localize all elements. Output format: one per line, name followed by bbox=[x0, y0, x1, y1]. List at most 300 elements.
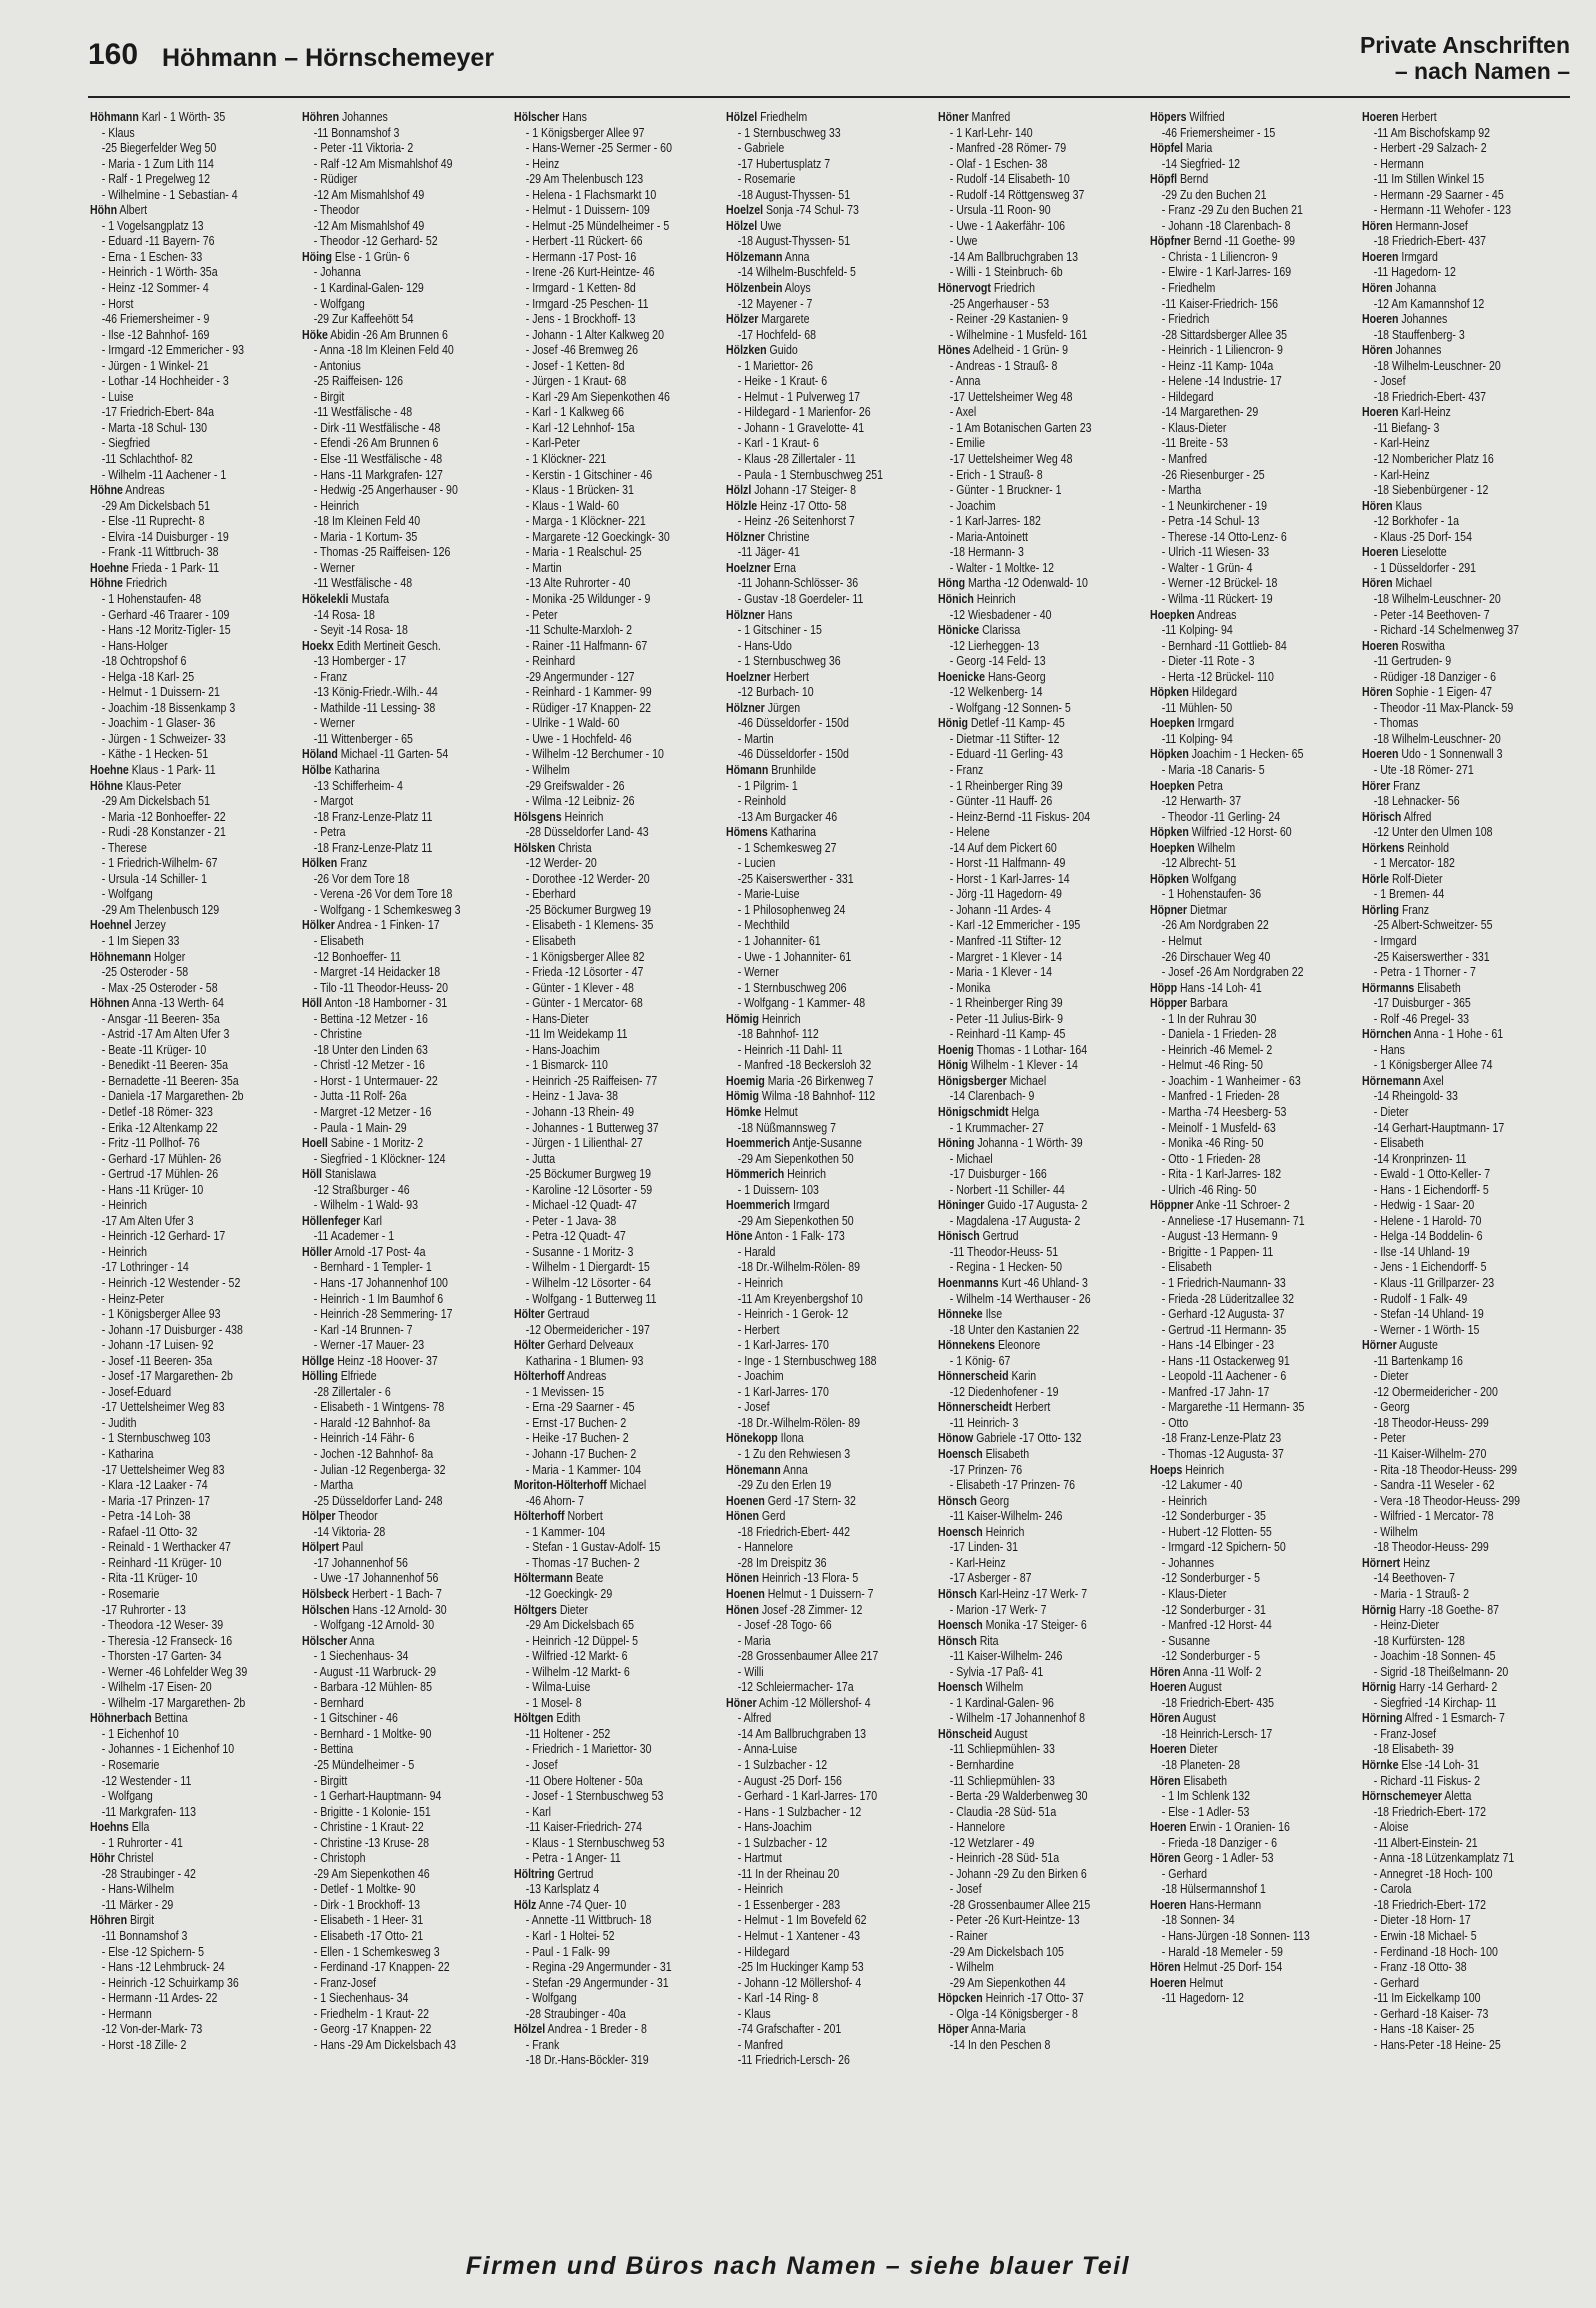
listing-line: - Klaus bbox=[737, 2006, 771, 2021]
listing-line: - Thomas -17 Buchen- 2 bbox=[525, 1555, 640, 1570]
listing-line: - Lothar -14 Hochheider - 3 bbox=[101, 374, 229, 389]
listing-line: - Anna-Luise bbox=[737, 1742, 798, 1757]
listing-line: - 1 Kammer- 104 bbox=[525, 1524, 606, 1539]
listing-line: - Ansgar -11 Beeren- 35a bbox=[101, 1011, 220, 1026]
surname: Hölzner bbox=[726, 607, 765, 622]
listing-line: - Klaus-Dieter bbox=[1161, 1586, 1227, 1601]
listing-line: -46 Düsseldorfer - 150d bbox=[737, 716, 849, 731]
listing-line: - Benedikt -11 Beeren- 35a bbox=[101, 1058, 229, 1073]
listing-line: - 1 Bismarck- 110 bbox=[525, 1058, 608, 1073]
listing-line: Hoenmanns Kurt -46 Uhland- 3 bbox=[938, 1276, 1088, 1291]
listing-line: -25 Kaiserswerther - 331 bbox=[737, 871, 854, 886]
surname: Hoemig bbox=[726, 1073, 765, 1088]
surname: Hörnke bbox=[1362, 1757, 1399, 1772]
listing-line: - Elisabeth bbox=[525, 933, 576, 948]
listing-line: - Margot bbox=[313, 794, 354, 809]
listing-line: - 1 Rheinberger Ring 39 bbox=[949, 778, 1063, 793]
listing-line: - Frank -11 Wittbruch- 38 bbox=[101, 545, 219, 560]
listing-line: Höland Michael -11 Garten- 54 bbox=[302, 747, 449, 762]
surname: Höhr bbox=[90, 1851, 115, 1866]
listing-line: Hörnschemeyer Aletta bbox=[1362, 1789, 1472, 1804]
listing-line: - Gerhard -12 Augusta- 37 bbox=[1161, 1307, 1285, 1322]
listing-line: -12 Sonderburger - 31 bbox=[1161, 1602, 1266, 1617]
listing-line: - Franz -18 Otto- 38 bbox=[1373, 1960, 1467, 1975]
listing-line: Hönekopp Ilona bbox=[726, 1431, 804, 1446]
surname: Hoelzner bbox=[726, 560, 771, 575]
listing-line: - Josef - 1 Ketten- 8d bbox=[525, 358, 625, 373]
listing-line: - Dirk - 1 Brockhoff- 13 bbox=[313, 1897, 420, 1912]
listing-line: - Wilhelm -17 Eisen- 20 bbox=[101, 1680, 212, 1695]
listing-line: Hoemmerich Irmgard bbox=[726, 1198, 830, 1213]
listing-line: Höpfner Bernd -11 Goethe- 99 bbox=[1150, 234, 1296, 249]
listing-line: Hölzner Jürgen bbox=[726, 700, 801, 715]
listing-line: - Elisabeth -17 Prinzen- 76 bbox=[949, 1478, 1076, 1493]
listing-line: Hoeren Irmgard bbox=[1362, 249, 1438, 264]
listing-line: - Josef bbox=[949, 1882, 982, 1897]
listing-line: Höhnerbach Bettina bbox=[90, 1711, 188, 1726]
surname: Hölz bbox=[514, 1897, 537, 1912]
listing-line: Hölscher Anna bbox=[302, 1633, 375, 1648]
listing-line: -17 Johannenhof 56 bbox=[313, 1555, 408, 1570]
listing-line: - Josef -11 Beeren- 35a bbox=[101, 1353, 213, 1368]
listing-line: - Hans-Holger bbox=[101, 638, 168, 653]
listing-line: - Gerhard -46 Traarer - 109 bbox=[101, 607, 230, 622]
listing-line: - Wilhelmine - 1 Sebastian- 4 bbox=[101, 187, 238, 202]
listing-line: -18 Theodor-Heuss- 299 bbox=[1373, 1540, 1489, 1555]
surname: Hökelekli bbox=[302, 591, 349, 606]
listing-line: Hören Klaus bbox=[1362, 498, 1422, 513]
listing-line: -11 Kaiser-Wilhelm- 246 bbox=[949, 1649, 1063, 1664]
listing-line: - Josef -17 Margarethen- 2b bbox=[101, 1369, 233, 1384]
listing-line: - Hans-Peter -18 Heine- 25 bbox=[1373, 2037, 1501, 2052]
surname: Hörmanns bbox=[1362, 980, 1415, 995]
listing-line: -29 Am Siepenkothen 46 bbox=[313, 1866, 430, 1881]
listing-line: - 1 Karl-Jarres- 170 bbox=[737, 1338, 829, 1353]
listing-line: Hoenen Gerd -17 Stern- 32 bbox=[726, 1493, 856, 1508]
listing-line: Hölsken Christa bbox=[514, 840, 592, 855]
surname: Höpp bbox=[1150, 980, 1178, 995]
listing-line: - Georg bbox=[1373, 1400, 1410, 1415]
listing-line: - Dieter -11 Rote - 3 bbox=[1161, 654, 1255, 669]
listing-line: -12 Sonderburger - 35 bbox=[1161, 1509, 1266, 1524]
listing-line: -25 Mündelheimer - 5 bbox=[313, 1757, 415, 1772]
listing-line: - Thomas bbox=[1373, 716, 1419, 731]
listing-line: - Elisabeth bbox=[1373, 1136, 1424, 1151]
surname: Höhren bbox=[90, 1913, 128, 1928]
listing-line: - Bettina -12 Metzer - 16 bbox=[313, 1011, 428, 1026]
listing-line: - Ellen - 1 Schemkesweg 3 bbox=[313, 1944, 440, 1959]
listing-line: Hölsgens Heinrich bbox=[514, 809, 604, 824]
surname: Höhne bbox=[90, 778, 123, 793]
listing-line: -12 Burbach- 10 bbox=[737, 685, 814, 700]
surname: Hönicke bbox=[938, 623, 980, 638]
listing-line: Hoelzner Herbert bbox=[726, 669, 809, 684]
listing-line: - Wilma-Luise bbox=[525, 1680, 591, 1695]
listing-line: -12 Welkenberg- 14 bbox=[949, 685, 1043, 700]
listing-line: - Margret -14 Heidacker 18 bbox=[313, 965, 441, 980]
listing-line: - Eduard -11 Bayern- 76 bbox=[101, 234, 215, 249]
listing-line: -12 Von-der-Mark- 73 bbox=[101, 2022, 203, 2037]
listing-line: - Bernhard - 1 Moltke- 90 bbox=[313, 1726, 432, 1741]
surname: Hören bbox=[1150, 1711, 1181, 1726]
listing-line: - Rüdiger -17 Knappen- 22 bbox=[525, 700, 652, 715]
listing-line: - Anna bbox=[949, 374, 981, 389]
surname: Hönneke bbox=[938, 1307, 983, 1322]
listing-line: Hönigsberger Michael bbox=[938, 1073, 1047, 1088]
listing-line: - 1 König- 67 bbox=[949, 1353, 1011, 1368]
listing-line: -11 Kolping- 94 bbox=[1161, 623, 1233, 638]
listing-line: -11 Schlachthof- 82 bbox=[101, 452, 193, 467]
listing-line: Hölzner Christine bbox=[726, 529, 810, 544]
listing-line: -18 Wilhelm-Leuschner- 20 bbox=[1373, 358, 1501, 373]
listing-line: - Mathilde -11 Lessing- 38 bbox=[313, 700, 436, 715]
listing-line: - Ursula -14 Schiller- 1 bbox=[101, 871, 207, 886]
listing-line: Hölzemann Anna bbox=[726, 249, 810, 264]
listing-line: - Petra bbox=[313, 825, 346, 840]
listing-line: - Reinhold bbox=[737, 794, 786, 809]
listing-line: -12 Straßburger - 46 bbox=[313, 1182, 410, 1197]
listing-line: - 1 Siechenhaus- 34 bbox=[313, 1649, 409, 1664]
listing-line: - Hans-Joachim bbox=[737, 1820, 812, 1835]
surname: Moriton-Hölterhoff bbox=[514, 1478, 607, 1493]
listing-line: - Johann -13 Rhein- 49 bbox=[525, 1105, 634, 1119]
listing-line: - Wilhelm -12 Markt- 6 bbox=[525, 1664, 630, 1679]
listing-line: Hölzner Hans bbox=[726, 607, 793, 622]
listing-line: - Hans -11 Krüger- 10 bbox=[101, 1182, 204, 1197]
surname: Hören bbox=[1362, 498, 1393, 513]
listing-line: -11 Westfälische - 48 bbox=[313, 405, 413, 420]
listing-line: -29 Zu den Erlen 19 bbox=[737, 1478, 832, 1493]
listing-line: -11 Breite - 53 bbox=[1161, 436, 1229, 451]
listing-line: - Siegfried - 1 Klöckner- 124 bbox=[313, 1151, 446, 1166]
listing-line: - August -13 Hermann- 9 bbox=[1161, 1229, 1278, 1244]
listing-line: - Heinz - 1 Java- 38 bbox=[525, 1089, 619, 1104]
listing-line: - Georg -17 Knappen- 22 bbox=[313, 2022, 432, 2037]
listing-line: - Joachim bbox=[949, 498, 996, 513]
listing-line: - 1 Karl-Jarres- 170 bbox=[737, 1384, 829, 1399]
listing-line: - Peter bbox=[525, 607, 558, 622]
listing-line: - Peter - 1 Java- 38 bbox=[525, 1213, 617, 1228]
listing-line: - Bernhard bbox=[313, 1695, 364, 1710]
listing-line: -12 Lakumer - 40 bbox=[1161, 1478, 1243, 1493]
listing-line: - Peter bbox=[1373, 1431, 1406, 1446]
listing-line: Hoepken Petra bbox=[1150, 778, 1223, 793]
listing-line: - Helmut - 1 Pulverweg 17 bbox=[737, 389, 861, 404]
surname: Hölterhoff bbox=[514, 1369, 565, 1384]
listing-line: - Wolfgang -12 Sonnen- 5 bbox=[949, 700, 1071, 715]
listing-line: - Johannes - 1 Eichenhof 10 bbox=[101, 1742, 235, 1757]
listing-line: Hölling Elfriede bbox=[302, 1369, 377, 1384]
listing-line: - Else -12 Spichern- 5 bbox=[101, 1944, 205, 1959]
listing-line: - Lucien bbox=[737, 856, 776, 871]
listing-line: Hoemmerich Antje-Susanne bbox=[726, 1136, 862, 1151]
listing-line: Hoehne Frieda - 1 Park- 11 bbox=[90, 560, 220, 575]
listing-line: - Karoline -12 Lösorter - 59 bbox=[525, 1182, 653, 1197]
listing-line: -11 Jäger- 41 bbox=[737, 545, 800, 560]
listing-line: - Hannelore bbox=[737, 1540, 794, 1555]
listing-line: Hönen Gerd bbox=[726, 1509, 786, 1524]
listing-line: -14 Margarethen- 29 bbox=[1161, 405, 1259, 420]
listing-line: Hönemann Anna bbox=[726, 1462, 808, 1477]
listing-line: - Wilhelm -12 Berchumer - 10 bbox=[525, 747, 664, 762]
listing-line: -29 Am Dickelsbach 105 bbox=[949, 1944, 1064, 1959]
listing-line: - 1 Mevissen- 15 bbox=[525, 1384, 604, 1399]
listing-line: - Wilhelm -17 Margarethen- 2b bbox=[101, 1695, 246, 1710]
listing-line: Höll Stanislawa bbox=[302, 1167, 377, 1182]
listing-line: - Joachim -18 Sonnen- 45 bbox=[1373, 1649, 1496, 1664]
listing-line: - Elisabeth - 1 Heer- 31 bbox=[313, 1913, 424, 1928]
listing-line: - Jutta -11 Rolf- 26a bbox=[313, 1089, 407, 1104]
listing-line: - Gabriele bbox=[737, 141, 785, 156]
listing-line: - Irmgard - 1 Ketten- 8d bbox=[525, 281, 636, 296]
listing-line: Hoeren Herbert bbox=[1362, 110, 1437, 124]
listing-line: -11 Hagedorn- 12 bbox=[1373, 265, 1456, 280]
listing-line: -25 Kaiserswerther - 331 bbox=[1373, 949, 1490, 964]
listing-line: - Marie-Luise bbox=[737, 887, 800, 902]
listing-line: - Reinhard -11 Kamp- 45 bbox=[949, 1027, 1066, 1042]
surname: Höninger bbox=[938, 1198, 985, 1213]
listing-line: - Karl bbox=[525, 1804, 552, 1819]
listing-line: Hönig Wilhelm - 1 Klever - 14 bbox=[938, 1058, 1078, 1073]
listing-line: - 1 Eichenhof 10 bbox=[101, 1726, 179, 1741]
listing-line: - Erna -29 Saarner - 45 bbox=[525, 1400, 635, 1415]
listing-line: - 1 Königsberger Allee 93 bbox=[101, 1307, 221, 1322]
listing-line: Höhnemann Holger bbox=[90, 949, 186, 964]
listing-line: -18 Dr.-Hans-Böckler- 319 bbox=[525, 2053, 649, 2068]
listing-line: - Birgitt bbox=[313, 1773, 348, 1788]
listing-line: Hölzle Heinz -17 Otto- 58 bbox=[726, 498, 847, 513]
listing-line: Höhr Christel bbox=[90, 1851, 154, 1866]
listing-line: -17 Prinzen- 76 bbox=[949, 1462, 1023, 1477]
listing-line: - Petra -14 Schul- 13 bbox=[1161, 514, 1260, 529]
listing-line: Hönow Gabriele -17 Otto- 132 bbox=[938, 1431, 1082, 1446]
surname: Hölper bbox=[302, 1509, 336, 1524]
surname: Hoelzel bbox=[726, 203, 764, 218]
listing-line: - Heinrich bbox=[737, 1276, 784, 1291]
listing-line: - Dirk -11 Westfälische - 48 bbox=[313, 420, 441, 435]
surname: Hören bbox=[1150, 1851, 1181, 1866]
listing-line: - Paula - 1 Sternbuschweg 251 bbox=[737, 467, 884, 482]
listing-line: - Ewald - 1 Otto-Keller- 7 bbox=[1373, 1167, 1491, 1182]
listing-line: - 1 Gitschiner - 46 bbox=[313, 1711, 398, 1726]
surname: Höhnemann bbox=[90, 949, 152, 964]
surname: Hörning bbox=[1362, 1711, 1403, 1726]
listing-line: Höpp Hans -14 Loh- 41 bbox=[1150, 980, 1262, 995]
listing-line: - 1 Ruhrorter - 41 bbox=[101, 1835, 183, 1850]
listing-line: -12 Am Mismahlshof 49 bbox=[313, 187, 425, 202]
listing-line: - Sandra -11 Weseler - 62 bbox=[1373, 1478, 1495, 1493]
surname: Hömann bbox=[726, 762, 769, 777]
listing-line: - Uwe - 1 Hochfeld- 46 bbox=[525, 731, 632, 746]
listing-line: Hölter Gerhard Delveaux bbox=[514, 1338, 634, 1353]
listing-line: - Manfred -12 Horst- 44 bbox=[1161, 1618, 1272, 1633]
surname: Hoehne bbox=[90, 560, 129, 575]
surname: Höhnerbach bbox=[90, 1711, 152, 1726]
listing-line: Hoensch Elisabeth bbox=[938, 1447, 1030, 1462]
listing-line: -28 Straubinger - 42 bbox=[101, 1866, 196, 1881]
listing-line: - Josef bbox=[525, 1757, 558, 1772]
listing-line: -13 Homberger - 17 bbox=[313, 654, 407, 669]
listing-line: -29 Am Dickelsbach 65 bbox=[525, 1618, 634, 1633]
listing-line: -11 Kaiser-Friedrich- 156 bbox=[1161, 296, 1278, 311]
listing-line: -13 Karlsplatz 4 bbox=[525, 1882, 600, 1897]
listing-line: - Helmut - 1 Im Bovefeld 62 bbox=[737, 1913, 867, 1928]
listing-line: -18 Franz-Lenze-Platz 11 bbox=[313, 809, 433, 824]
listing-line: - Hermann -11 Ardes- 22 bbox=[101, 1991, 218, 2006]
listing-line: - Ulrich -11 Wiesen- 33 bbox=[1161, 545, 1270, 560]
listing-line: -46 Friemersheimer - 15 bbox=[1161, 125, 1276, 140]
surname: Hoeps bbox=[1150, 1462, 1183, 1477]
listing-line: Höll Anton -18 Hamborner - 31 bbox=[302, 996, 448, 1011]
listing-line: Hömig Heinrich bbox=[726, 1011, 801, 1026]
listing-line: - Heinrich - 1 Gerok- 12 bbox=[737, 1307, 849, 1322]
listing-line: - Helmut bbox=[1161, 933, 1202, 948]
surname: Höhne bbox=[90, 483, 123, 498]
surname: Hoeren bbox=[1362, 638, 1399, 653]
listing-line: - Reiner -29 Kastanien- 9 bbox=[949, 312, 1068, 327]
surname: Höke bbox=[302, 327, 328, 342]
listing-line: - Martin bbox=[525, 560, 562, 575]
listing-line: -18 Unter den Linden 63 bbox=[313, 1042, 428, 1057]
listing-line: - Petra - 1 Anger- 11 bbox=[525, 1851, 621, 1866]
listing-line: -18 Dr.-Wilhelm-Rölen- 89 bbox=[737, 1415, 861, 1430]
listing-line: - Karl -12 Lehnhof- 15a bbox=[525, 420, 635, 435]
listing-line: - Julian -12 Regenberga- 32 bbox=[313, 1462, 446, 1477]
listing-line: Höpers Wilfried bbox=[1150, 110, 1225, 124]
listing-line: - Harald -12 Bahnhof- 8a bbox=[313, 1415, 431, 1430]
listing-line: Hoeren Karl-Heinz bbox=[1362, 405, 1451, 420]
listing-line: Hoekx Edith Mertineit Gesch. bbox=[302, 638, 441, 653]
listing-line: - Elisabeth - 1 Klemens- 35 bbox=[525, 918, 654, 933]
listing-line: - Hans -11 Markgrafen- 127 bbox=[313, 467, 443, 482]
listing-line: - Ulrich -46 Ring- 50 bbox=[1161, 1182, 1257, 1197]
surname: Hömmerich bbox=[726, 1167, 785, 1182]
listing-line: - Rita - 1 Karl-Jarres- 182 bbox=[1161, 1167, 1282, 1182]
listing-line: - Heinz bbox=[525, 156, 560, 171]
surname: Höllge bbox=[302, 1353, 335, 1368]
listing-line: - Klaus -25 Dorf- 154 bbox=[1373, 529, 1472, 544]
listing-line: - Beate -11 Krüger- 10 bbox=[101, 1042, 207, 1057]
listing-line: - Walter - 1 Grün- 4 bbox=[1161, 560, 1253, 575]
listing-line: - Hans - 1 Eichendorff- 5 bbox=[1373, 1182, 1489, 1197]
listing-line: Höhnen Anna -13 Werth- 64 bbox=[90, 996, 224, 1011]
listing-line: - Wilma -12 Leibniz- 26 bbox=[525, 794, 635, 809]
listing-line: -11 Heinrich- 3 bbox=[949, 1415, 1019, 1430]
listing-line: - Otto bbox=[1161, 1415, 1189, 1430]
listing-line: -29 Zur Kaffeehött 54 bbox=[313, 312, 414, 327]
listing-line: -29 Am Dickelsbach 51 bbox=[101, 498, 210, 513]
listing-line: - Heinrich - 1 Liliencron- 9 bbox=[1161, 343, 1283, 358]
listing-line: Katharina - 1 Blumen- 93 bbox=[525, 1353, 644, 1368]
listing-line: -17 Friedrich-Ebert- 84a bbox=[101, 405, 215, 420]
listing-line: - 1 Karl-Lehr- 140 bbox=[949, 125, 1033, 140]
listing-line: -29 Greifswalder - 26 bbox=[525, 778, 625, 793]
listing-line: Höpcken Heinrich -17 Otto- 37 bbox=[938, 1991, 1084, 2006]
listing-line: -17 Lothringer - 14 bbox=[101, 1260, 189, 1275]
listing-line: -18 Wilhelm-Leuschner- 20 bbox=[1373, 591, 1501, 606]
listing-line: Hörning Alfred - 1 Esmarch- 7 bbox=[1362, 1711, 1505, 1726]
surname: Hoehns bbox=[90, 1820, 129, 1835]
listing-line: - Manfred - 1 Frieden- 28 bbox=[1161, 1089, 1280, 1104]
listing-line: - Dieter -18 Horn- 17 bbox=[1373, 1913, 1471, 1928]
surname: Höning bbox=[938, 1136, 975, 1151]
listing-line: Hörner Auguste bbox=[1362, 1338, 1438, 1353]
listing-line: -25 Böckumer Burgweg 19 bbox=[525, 902, 652, 917]
surname: Hörnemann bbox=[1362, 1073, 1421, 1088]
listing-line: - Heinrich -12 Westender - 52 bbox=[101, 1276, 241, 1291]
listing-line: -12 Sonderburger - 5 bbox=[1161, 1649, 1260, 1664]
listing-line: -12 Bonhoeffer- 11 bbox=[313, 949, 402, 964]
surname: Hören bbox=[1362, 576, 1393, 591]
listing-line: -18 Dr.-Wilhelm-Rölen- 89 bbox=[737, 1260, 861, 1275]
surname: Hönekopp bbox=[726, 1431, 778, 1446]
listing-line: - Wilhelm - 1 Diergardt- 15 bbox=[525, 1260, 650, 1275]
listing-line: Hölter Gertraud bbox=[514, 1307, 590, 1322]
listing-line: - Stefan -14 Uhland- 19 bbox=[1373, 1307, 1484, 1322]
listing-line: Hörkens Reinhold bbox=[1362, 840, 1450, 855]
listing-line: - Karl -14 Ring- 8 bbox=[737, 1991, 819, 2006]
listing-line: - Karl-Heinz bbox=[1373, 436, 1430, 451]
surname: Höpcken bbox=[938, 1991, 983, 2006]
listing-line: Hörisch Alfred bbox=[1362, 809, 1432, 824]
listing-line: - Ralf -12 Am Mismahlshof 49 bbox=[313, 156, 453, 171]
listing-line: - Jochen -12 Bahnhof- 8a bbox=[313, 1447, 434, 1462]
listing-line: Hören Georg - 1 Adler- 53 bbox=[1150, 1851, 1274, 1866]
listing-line: - Klaus -28 Zillertaler - 11 bbox=[737, 452, 856, 467]
listing-line: - 1 Hohenstaufen- 36 bbox=[1161, 887, 1262, 902]
listing-line: Höhne Friedrich bbox=[90, 576, 168, 591]
listing-line: - Heinz -12 Sommer- 4 bbox=[101, 281, 209, 296]
surname: Höpner bbox=[1150, 902, 1188, 917]
listing-line: - Erna - 1 Eschen- 33 bbox=[101, 249, 203, 264]
surname: Höller bbox=[302, 1244, 332, 1259]
listing-line: - Christine bbox=[313, 1027, 362, 1042]
surname: Hören bbox=[1362, 281, 1393, 296]
listing-line: - Heinrich bbox=[101, 1244, 148, 1259]
listing-line: - August -25 Dorf- 156 bbox=[737, 1773, 842, 1788]
listing-line: - Michael bbox=[949, 1151, 993, 1166]
listing-line: - Elisabeth bbox=[313, 933, 364, 948]
listing-line: - Günter -11 Hauff- 26 bbox=[949, 794, 1053, 809]
listing-line: - Wilhelm -12 Lösorter - 64 bbox=[525, 1276, 651, 1291]
listing-line: - Heinrich -12 Gerhard- 17 bbox=[101, 1229, 226, 1244]
listing-line: - Martha -74 Heesberg- 53 bbox=[1161, 1105, 1287, 1119]
listing-line: -17 Linden- 31 bbox=[949, 1540, 1018, 1555]
listing-line: - 1 Sternbuschweg 206 bbox=[737, 980, 847, 995]
surname: Hoensch bbox=[938, 1618, 983, 1633]
listing-line: - Hans bbox=[1373, 1042, 1405, 1057]
listing-line: - Wolfgang -12 Arnold- 30 bbox=[313, 1618, 435, 1633]
listing-line: - Karl-Heinz bbox=[1373, 467, 1430, 482]
listing-line: - Johannes bbox=[1161, 1555, 1215, 1570]
listing-line: - Monika bbox=[949, 980, 991, 995]
surname: Hoeren bbox=[1150, 1820, 1187, 1835]
listing-line: - 1 Neunkirchener - 19 bbox=[1161, 498, 1268, 513]
listing-line: - Bettina bbox=[313, 1742, 354, 1757]
listing-line: Hoenig Thomas - 1 Lothar- 164 bbox=[938, 1042, 1088, 1057]
listing-line: -11 Academer - 1 bbox=[313, 1229, 395, 1244]
listing-line: - Hermann bbox=[1373, 156, 1424, 171]
listing-line: Hölpert Paul bbox=[302, 1540, 364, 1555]
listing-line: - Wolfgang bbox=[313, 296, 365, 311]
listing-line: - Karl -29 Am Siepenkothen 46 bbox=[525, 389, 670, 404]
surname: Hölter bbox=[514, 1338, 545, 1353]
listing-line: - Else -11 Westfälische - 48 bbox=[313, 452, 443, 467]
listing-line: Hölzken Guido bbox=[726, 343, 798, 358]
listing-line: - Ralf - 1 Pregelweg 12 bbox=[101, 172, 210, 187]
listing-line: - Frank bbox=[525, 2037, 560, 2052]
listing-line: Höhren Birgit bbox=[90, 1913, 155, 1928]
